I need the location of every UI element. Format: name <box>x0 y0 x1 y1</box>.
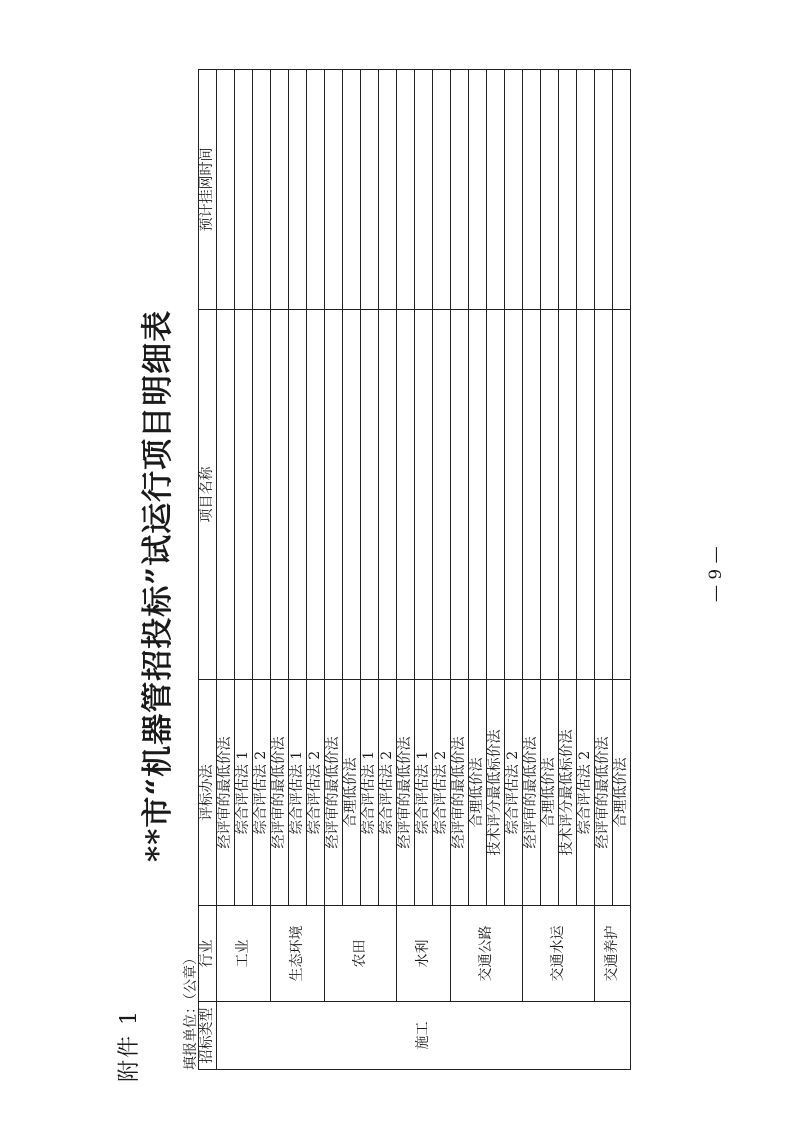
listing-time-cell[interactable] <box>379 70 397 310</box>
table-row <box>217 70 235 1070</box>
method-cell: 综合评估法 2 <box>307 680 325 906</box>
method-cell: 经评审的最低价法 <box>271 680 289 906</box>
page-number: — 9 — <box>706 546 726 602</box>
method-cell: 经评审的最低价法 <box>325 680 343 906</box>
industry-cell: 交通公路 <box>451 906 523 1002</box>
method-cell: 经评审的最低价法 <box>451 680 469 906</box>
method-cell: 合理低价法 <box>343 680 361 906</box>
table-row <box>397 70 415 1070</box>
listing-time-cell[interactable] <box>505 70 523 310</box>
listing-time-cell[interactable] <box>595 70 613 310</box>
method-cell: 综合评估法 1 <box>235 680 253 906</box>
project-name-cell[interactable] <box>289 310 307 680</box>
listing-time-cell[interactable] <box>343 70 361 310</box>
listing-time-cell[interactable] <box>487 70 505 310</box>
project-name-cell[interactable] <box>379 310 397 680</box>
listing-time-cell[interactable] <box>433 70 451 310</box>
project-name-cell[interactable] <box>271 310 289 680</box>
method-cell: 经评审的最低价法 <box>217 680 235 906</box>
listing-time-cell[interactable] <box>523 70 541 310</box>
table-row <box>451 70 469 1070</box>
method-cell: 综合评估法 2 <box>253 680 271 906</box>
project-detail-table <box>198 69 631 1070</box>
attachment-label: 附件 1 <box>117 1009 142 1082</box>
table-header-row <box>199 70 217 1070</box>
project-name-cell[interactable] <box>559 310 577 680</box>
method-cell: 技术评分最低标价法 <box>559 680 577 906</box>
listing-time-cell[interactable] <box>469 70 487 310</box>
project-name-cell[interactable] <box>451 310 469 680</box>
listing-time-cell[interactable] <box>253 70 271 310</box>
project-name-cell[interactable] <box>433 310 451 680</box>
listing-time-cell[interactable] <box>361 70 379 310</box>
listing-time-cell[interactable] <box>289 70 307 310</box>
header-project-name: 项目名称 <box>199 310 217 680</box>
method-cell: 合理低价法 <box>469 680 487 906</box>
listing-time-cell[interactable] <box>541 70 559 310</box>
project-name-cell[interactable] <box>541 310 559 680</box>
listing-time-cell[interactable] <box>397 70 415 310</box>
listing-time-cell[interactable] <box>325 70 343 310</box>
listing-time-cell[interactable] <box>235 70 253 310</box>
page-title: **市“机器管招投标”试运行项目明细表 <box>140 309 176 862</box>
project-name-cell[interactable] <box>253 310 271 680</box>
industry-cell: 工业 <box>217 906 271 1002</box>
project-name-cell[interactable] <box>361 310 379 680</box>
listing-time-cell[interactable] <box>217 70 235 310</box>
project-name-cell[interactable] <box>613 310 631 680</box>
industry-cell: 农田 <box>325 906 397 1002</box>
project-name-cell[interactable] <box>469 310 487 680</box>
listing-time-cell[interactable] <box>451 70 469 310</box>
method-cell: 经评审的最低价法 <box>397 680 415 906</box>
method-cell: 综合评估法 2 <box>379 680 397 906</box>
project-name-cell[interactable] <box>523 310 541 680</box>
reporting-unit-label: 填报单位：（公章） <box>183 951 199 1070</box>
project-name-cell[interactable] <box>595 310 613 680</box>
project-name-cell[interactable] <box>397 310 415 680</box>
method-cell: 综合评估法 2 <box>505 680 523 906</box>
listing-time-cell[interactable] <box>271 70 289 310</box>
project-name-cell[interactable] <box>325 310 343 680</box>
project-name-cell[interactable] <box>217 310 235 680</box>
project-name-cell[interactable] <box>577 310 595 680</box>
listing-time-cell[interactable] <box>613 70 631 310</box>
table-row <box>325 70 343 1070</box>
method-cell: 经评审的最低价法 <box>595 680 613 906</box>
project-name-cell[interactable] <box>307 310 325 680</box>
project-name-cell[interactable] <box>487 310 505 680</box>
method-cell: 综合评估法 1 <box>289 680 307 906</box>
header-industry: 行业 <box>199 906 217 1002</box>
method-cell: 经评审的最低价法 <box>523 680 541 906</box>
industry-cell: 水利 <box>397 906 451 1002</box>
method-cell: 合理低价法 <box>613 680 631 906</box>
project-name-cell[interactable] <box>505 310 523 680</box>
header-type: 招标类型 <box>199 1002 217 1070</box>
listing-time-cell[interactable] <box>307 70 325 310</box>
industry-cell: 交通水运 <box>523 906 595 1002</box>
industry-cell: 交通养护 <box>595 906 631 1002</box>
project-name-cell[interactable] <box>415 310 433 680</box>
listing-time-cell[interactable] <box>415 70 433 310</box>
listing-time-cell[interactable] <box>577 70 595 310</box>
method-cell: 技术评分最低标价法 <box>487 680 505 906</box>
industry-cell: 生态环境 <box>271 906 325 1002</box>
header-listing-time: 预计挂网时间 <box>199 70 217 310</box>
header-method: 评标办法 <box>199 680 217 906</box>
table-row <box>271 70 289 1070</box>
method-cell: 综合评估法 1 <box>361 680 379 906</box>
category-cell: 施工 <box>217 1002 631 1070</box>
table-row <box>523 70 541 1070</box>
method-cell: 综合评估法 2 <box>577 680 595 906</box>
listing-time-cell[interactable] <box>559 70 577 310</box>
method-cell: 合理低价法 <box>541 680 559 906</box>
project-name-cell[interactable] <box>235 310 253 680</box>
table-row <box>595 70 613 1070</box>
method-cell: 综合评估法 2 <box>433 680 451 906</box>
project-name-cell[interactable] <box>343 310 361 680</box>
method-cell: 综合评估法 1 <box>415 680 433 906</box>
